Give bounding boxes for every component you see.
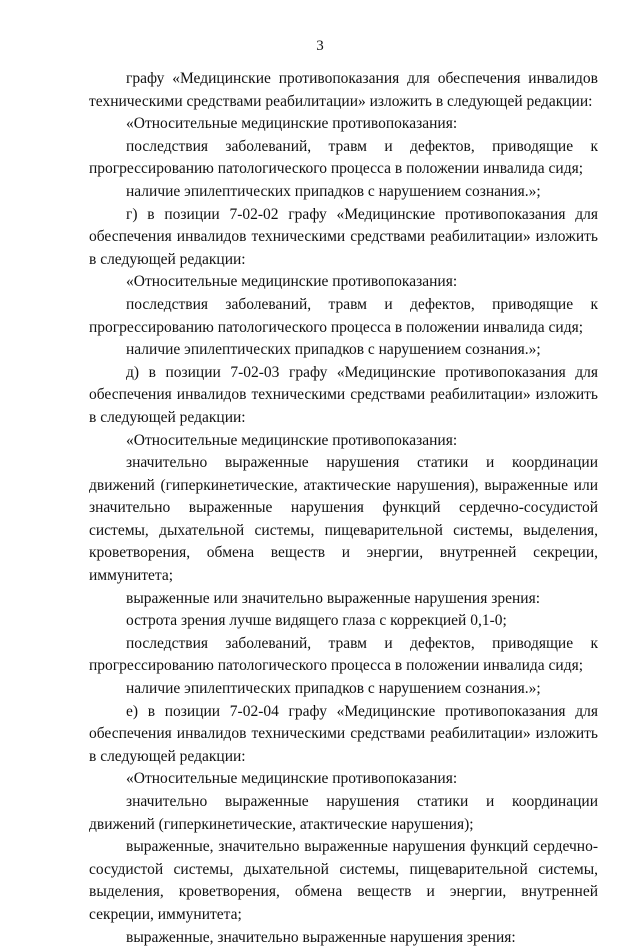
paragraph-16: е) в позиции 7-02-04 графу «Медицинские противопоказания для обеспечения инвалидов техническими средствами реабилитации» изложить в следующей редакции: — [89, 702, 598, 765]
paragraph-5: г) в позиции 7-02-02 графу «Медицинские противопоказания для обеспечения инвалидов техническими средствами реабилитации» изложить в следующей редакции: — [89, 205, 598, 268]
paragraph-9: д) в позиции 7-02-03 графу «Медицинские противопоказания для обеспечения инвалидов техническими средствами реабилитации» изложить в следующей редакции: — [89, 363, 598, 426]
paragraph-17: «Относительные медицинские противопоказания: — [126, 770, 458, 788]
paragraph-12: выраженные или значительно выраженные нарушения зрения: — [126, 589, 541, 607]
paragraph-4: наличие эпилептических припадков с нарушением сознания.»; — [126, 182, 541, 200]
document-body — [89, 68, 598, 949]
paragraph-13: острота зрения лучше видящего глаза с коррекцией 0,1-0; — [126, 612, 507, 630]
paragraph-20: выраженные, значительно выраженные нарушения зрения: — [126, 928, 516, 946]
paragraph-1: графу «Медицинские противопоказания для обеспечения инвалидов техническими средствами реабилитации» изложить в следующей редакции: — [89, 70, 598, 110]
paragraph-15: наличие эпилептических припадков с нарушением сознания.»; — [126, 680, 541, 698]
paragraph-3: последствия заболеваний, травм и дефектов, приводящие к прогрессированию патологического процесса в положении инвалида сидя; — [89, 137, 598, 178]
paragraph-2: «Относительные медицинские противопоказания: — [126, 115, 458, 133]
paragraph-10: «Относительные медицинские противопоказания: — [126, 431, 458, 449]
page-number: 3 — [316, 38, 324, 54]
paragraph-11: значительно выраженные нарушения статики и координации движений (гиперкинетические, атактические нарушения), выраженные или значительно выраженные нарушения функций сердечно-сосудистой системы, дыхательной системы, пищеварительной системы, выделения, кроветворения, обмена веществ и энергии, внутренней секреции, иммунитета; — [89, 454, 598, 585]
paragraph-19: выраженные, значительно выраженные нарушения функций сердечно-сосудистой системы, дыхательной системы, пищеварительной системы, выделения, кроветворения, обмена веществ и энергии, внутренней секреции, иммунитета; — [89, 838, 598, 923]
paragraph-18: значительно выраженные нарушения статики и координации движений (гиперкинетические, атактические нарушения); — [89, 793, 598, 833]
paragraph-6: «Относительные медицинские противопоказания: — [126, 273, 458, 291]
paragraph-7: последствия заболеваний, травм и дефектов, приводящие к прогрессированию патологического процесса в положении инвалида сидя; — [89, 295, 598, 336]
paragraph-8: наличие эпилептических припадков с нарушением сознания.»; — [126, 341, 541, 359]
paragraph-14: последствия заболеваний, травм и дефектов, приводящие к прогрессированию патологического процесса в положении инвалида сидя; — [89, 634, 598, 675]
